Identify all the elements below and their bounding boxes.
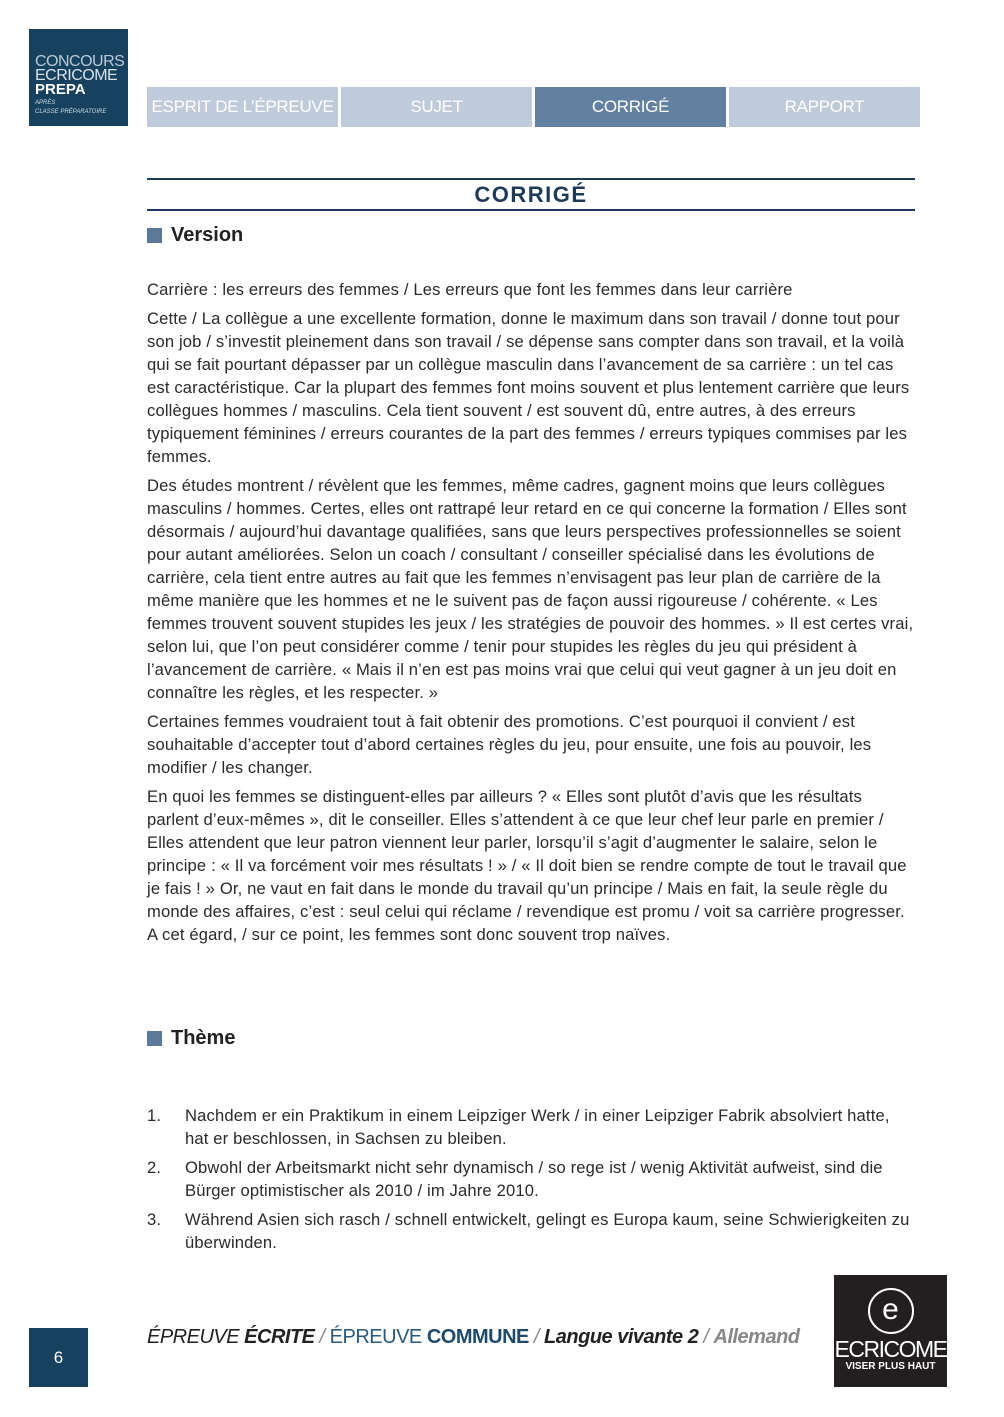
version-text <box>147 278 915 952</box>
item-text: Während Asien sich rasch / schnell entwickelt, gelingt es Europa kaum, seine Schwierigkeiten zu überwinden. <box>185 1210 910 1252</box>
paragraph: Carrière : les erreurs des femmes / Les erreurs que font les femmes dans leur carrière <box>147 280 793 299</box>
logo-line: CONCOURS <box>35 53 125 70</box>
paragraph: En quoi les femmes se distinguent-elles par ailleurs ? « Elles sont plutôt d’avis que les résultats parlent d’eux-mêmes », dit le conseiller. Elles s’attendent à ce que leur chef leur parle en premier / Elles attendent que leur patron viennent leur parler, lorsqu’il s’agit d’augmenter le salaire, selon le principe : « Il va forcément voir mes résultats ! » / « Il doit bien se rendre compte de tout le travail que je fais ! » Or, ne vaut en fait dans le monde du travail qu’un principe / Mais en fait, la seule règle du monde des affaires, c’est : seul celui qui réclame / revendique est promu / voit sa carrière progresser. A cet égard, / sur ce point, les femmes sont donc souvent trop naïves. <box>147 787 907 944</box>
square-bullet-icon <box>147 228 162 243</box>
footer-separator: / <box>698 1326 714 1348</box>
tab-rapport[interactable]: RAPPORT <box>729 87 920 127</box>
footer-part: ÉPREUVE <box>147 1326 245 1348</box>
item-number: 3. <box>147 1210 162 1229</box>
brand-name: ECRICOME <box>834 1336 947 1362</box>
logo-line: APRÈS <box>35 100 56 106</box>
footer-part: COMMUNE <box>426 1326 529 1348</box>
page-title: CORRIGÉ <box>147 178 915 211</box>
item-text: Obwohl der Arbeitsmarkt nicht sehr dynamisch / so rege ist / wenig Aktivität aufweist, sind die Bürger optimistischer als 2010 / im Jahre 2010. <box>185 1158 883 1200</box>
footer-separator: / <box>314 1326 330 1348</box>
tab-corrige[interactable]: CORRIGÉ <box>535 87 726 127</box>
list-item <box>147 1104 915 1150</box>
logo-line: ECRICOME <box>35 67 118 84</box>
brand-tagline: VISER PLUS HAUT <box>845 1361 936 1372</box>
paragraph: Certaines femmes voudraient tout à fait obtenir des promotions. C’est pourquoi il convient / est souhaitable d’accepter tout d’abord certaines règles du jeu, pour ensuite, une fois au pouvoir, les modifier / les changer. <box>147 712 872 777</box>
paragraph: Cette / La collègue a une excellente formation, donne le maximum dans son travail / donne tout pour son job / s’investit pleinement dans son travail / se dépense sans compter dans son travail, et la voilà qui se fait pourtant dépasser par un collègue masculin dans l’avancement de sa carrière : un tel cas est caractéristique. Car la plupart des femmes font moins souvent et plus lentement carrière que leurs collègues hommes / masculins. Cela tient souvent / est souvent dû, entre autres, à des erreurs typiquement féminines / erreurs courantes de la part des femmes / erreurs typiques commises par les femmes. <box>147 309 910 466</box>
section-tabs <box>147 87 920 127</box>
logo-line: PREPA <box>35 81 86 98</box>
footer-part: Langue vivante 2 <box>544 1326 699 1348</box>
square-bullet-icon <box>147 1031 162 1046</box>
item-text: Nachdem er ein Praktikum in einem Leipziger Werk / in einer Leipziger Fabrik absolviert hatte, hat er beschlossen, in Sachsen zu bleiben. <box>185 1106 890 1148</box>
footer-part: Allemand <box>713 1326 800 1348</box>
item-number: 1. <box>147 1106 162 1125</box>
tab-esprit[interactable]: ESPRIT DE L’ÉPREUVE <box>147 87 338 127</box>
heading-text: Version <box>171 224 244 246</box>
section-heading-version <box>147 224 243 247</box>
ecricome-logo <box>834 1275 947 1387</box>
logo-line: CLASSE PRÉPARATOIRE <box>35 109 107 115</box>
ecricome-e-icon: e <box>868 1288 914 1334</box>
heading-text: Thème <box>171 1027 236 1049</box>
list-item <box>147 1208 915 1254</box>
tab-sujet[interactable]: SUJET <box>341 87 532 127</box>
footer-part: ÉPREUVE <box>329 1326 427 1348</box>
paragraph: Des études montrent / révèlent que les femmes, même cadres, gagnent moins que leurs collègues masculins / hommes. Certes, elles ont rattrapé leur retard en ce qui concerne la formation / Elles sont désormais / aujourd’hui davantage qualifiées, sans que leurs perspectives professionnelles se soient pour autant améliorées. Selon un coach / consultant / conseiller spécialisé dans les évolutions de carrière, cela tient entre autres au fait que les femmes n’envisagent pas leur plan de carrière de la même manière que les hommes et ne le suivent pas de façon aussi rigoureuse / cohérente. « Les femmes trouvent souvent stupides les jeux / les stratégies de pouvoir des hommes. » Il est certes vrai, selon lui, que l’on peut considérer comme / tenir pour stupides les règles du jeu qui président à l’avancement de carrière. « Mais il n’en est pas moins vrai que celui qui veut gagner à un jeu doit en connaître les règles, et les respecter. » <box>147 476 914 702</box>
section-heading-theme <box>147 1027 235 1050</box>
page-number: 6 <box>29 1328 88 1387</box>
footer-part: ÉCRITE <box>244 1326 315 1348</box>
footer-separator: / <box>528 1326 545 1348</box>
theme-list <box>147 1104 915 1260</box>
footer-caption <box>147 1326 800 1349</box>
list-item <box>147 1156 915 1202</box>
concours-ecricome-prepa-logo <box>29 29 128 126</box>
item-number: 2. <box>147 1158 162 1177</box>
